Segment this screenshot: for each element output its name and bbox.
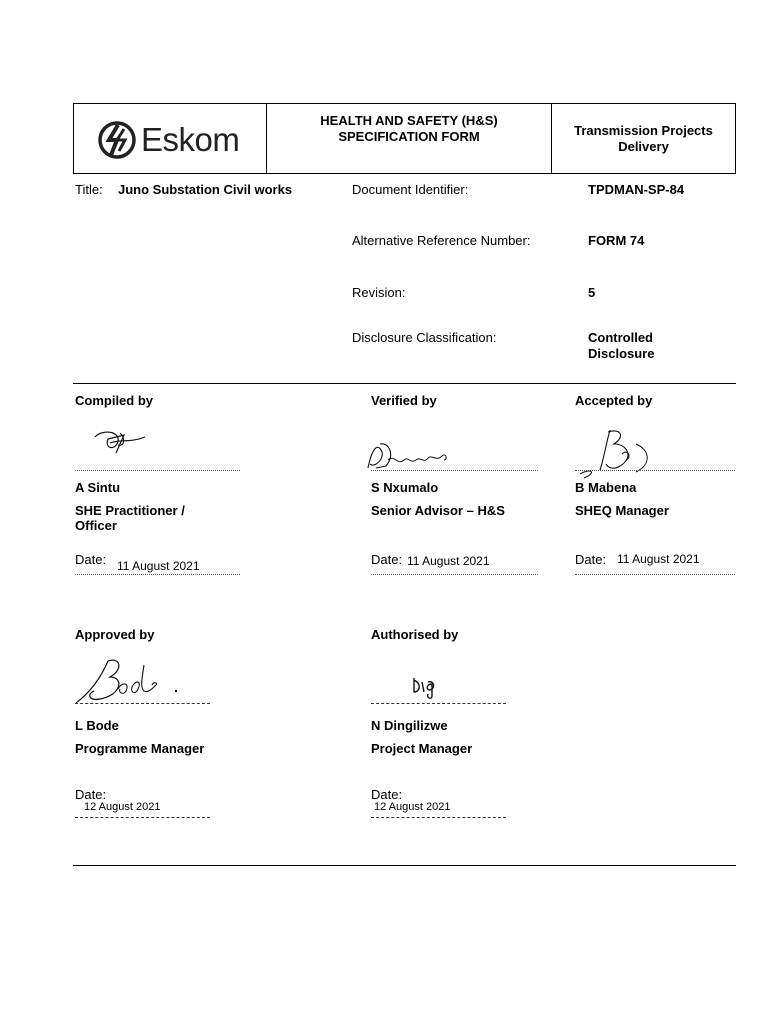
divider-top bbox=[73, 383, 736, 384]
approved-name: L Bode bbox=[75, 718, 119, 733]
compiled-date-value: 11 August 2021 bbox=[117, 559, 200, 573]
accepted-heading: Accepted by bbox=[575, 393, 653, 408]
approved-role: Programme Manager bbox=[75, 741, 205, 756]
compiled-date-label: Date: bbox=[75, 552, 107, 567]
verified-signature bbox=[364, 438, 454, 474]
doc-id-label: Document Identifier: bbox=[352, 182, 469, 197]
verified-name: S Nxumalo bbox=[371, 480, 439, 495]
authorised-date-label: Date: bbox=[371, 787, 403, 802]
alt-ref-value: FORM 74 bbox=[588, 233, 645, 248]
accepted-name: B Mabena bbox=[575, 480, 637, 495]
divider-bottom bbox=[73, 865, 736, 866]
authorised-date-line bbox=[371, 817, 506, 818]
eskom-logo-icon bbox=[97, 120, 137, 160]
department-line2: Delivery bbox=[618, 139, 669, 154]
doc-id-value: TPDMAN-SP-84 bbox=[588, 182, 685, 197]
accepted-signature-line bbox=[575, 470, 735, 471]
department-cell bbox=[552, 104, 735, 173]
form-title-line1: HEALTH AND SAFETY (H&S) bbox=[320, 113, 498, 128]
authorised-name: N Dingilizwe bbox=[371, 718, 448, 733]
compiled-signature-line bbox=[75, 470, 240, 471]
accepted-role: SHEQ Manager bbox=[575, 503, 669, 518]
compiled-date-line bbox=[75, 574, 240, 575]
verified-date-label: Date: bbox=[371, 552, 403, 567]
verified-heading: Verified by bbox=[371, 393, 437, 408]
header-table bbox=[73, 103, 736, 174]
authorised-date-value: 12 August 2021 bbox=[374, 801, 451, 813]
compiled-heading: Compiled by bbox=[75, 393, 154, 408]
approved-date-value: 12 August 2021 bbox=[84, 801, 161, 813]
verified-date-line bbox=[371, 574, 538, 575]
authorised-heading: Authorised by bbox=[371, 627, 459, 642]
compiled-role-line1: SHE Practitioner / bbox=[75, 503, 185, 518]
approved-date-line bbox=[75, 817, 210, 818]
revision-label: Revision: bbox=[352, 285, 406, 300]
authorised-signature-line bbox=[371, 703, 506, 704]
department-line1: Transmission Projects bbox=[574, 123, 713, 138]
approved-signature-line bbox=[75, 703, 210, 704]
title-value: Juno Substation Civil works bbox=[118, 182, 293, 197]
accepted-signature bbox=[570, 424, 660, 480]
authorised-role: Project Manager bbox=[371, 741, 473, 756]
accepted-date-label: Date: bbox=[575, 552, 607, 567]
disclosure-value-line2: Disclosure bbox=[588, 346, 655, 361]
verified-role: Senior Advisor – H&S bbox=[371, 503, 505, 518]
authorised-signature bbox=[410, 674, 442, 700]
alt-ref-label: Alternative Reference Number: bbox=[352, 233, 531, 248]
logo-cell bbox=[74, 104, 267, 173]
disclosure-value-line1: Controlled bbox=[588, 330, 653, 345]
compiled-signature bbox=[90, 425, 150, 460]
form-title-line2: SPECIFICATION FORM bbox=[338, 129, 480, 144]
logo-wordmark: Eskom bbox=[141, 121, 240, 158]
approved-signature bbox=[72, 655, 187, 707]
accepted-date-line bbox=[575, 574, 735, 575]
form-title-cell bbox=[267, 104, 552, 173]
approved-date-label: Date: bbox=[75, 787, 107, 802]
disclosure-label: Disclosure Classification: bbox=[352, 330, 497, 345]
compiled-role-line2: Officer bbox=[75, 518, 117, 533]
revision-value: 5 bbox=[588, 285, 596, 300]
compiled-name: A Sintu bbox=[75, 480, 121, 495]
approved-heading: Approved by bbox=[75, 627, 155, 642]
eskom-logo bbox=[97, 120, 247, 160]
verified-signature-line bbox=[371, 470, 538, 471]
accepted-date-value: 11 August 2021 bbox=[617, 552, 700, 566]
title-label: Title: bbox=[75, 182, 103, 197]
verified-date-value: 11 August 2021 bbox=[407, 554, 490, 568]
